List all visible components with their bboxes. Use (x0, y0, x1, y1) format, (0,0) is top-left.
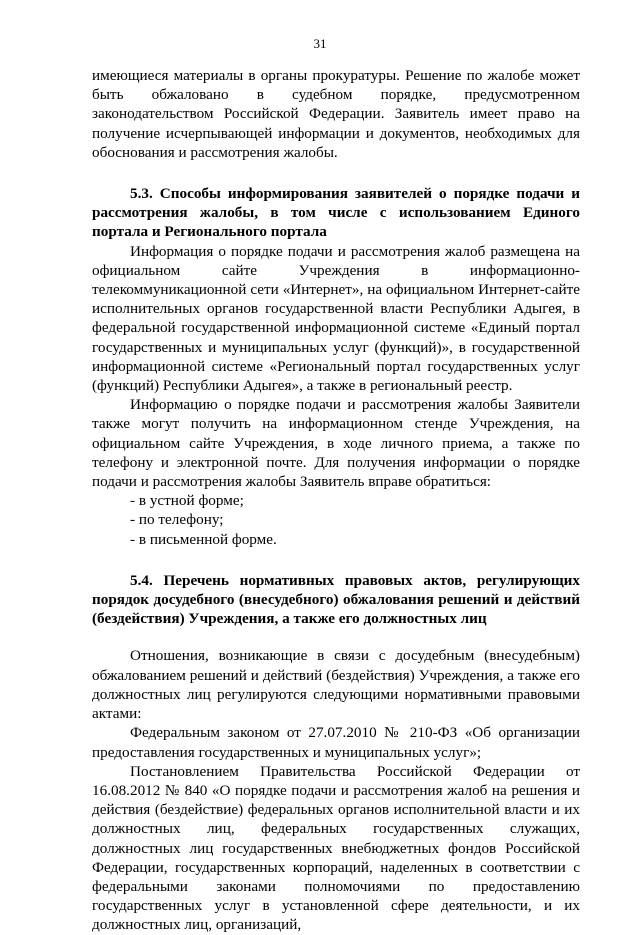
section-5-3-paragraph-2: Информацию о порядке подачи и рассмотрения жалобы Заявители также могут получить на информационном стенде Учреждения, на официальном сайте Учреждения, в ходе личного приема, а также по телефону и электронной почте. Для получения информации о порядке подачи и рассмотрения жалобы Заявитель вправе обратиться: (92, 396, 580, 491)
list-item: - в устной форме; (130, 492, 244, 510)
section-5-4-paragraph-1: Отношения, возникающие в связи с досудебным (внесудебным) обжалованием решений и действий (бездействия) Учреждения, а также его должностных лиц регулируются следующими нормативными правовыми актами: (92, 647, 580, 723)
spacer (92, 162, 580, 184)
section-5-4-heading: 5.4. Перечень нормативных правовых актов, регулирующих порядок досудебного (внесудебного) обжалования решений и действий (бездействия) Учреждения, а также его должностных лиц (92, 571, 580, 628)
section-5-3-paragraph-1: Информация о порядке подачи и рассмотрения жалоб размещена на официальном сайте Учреждения в информационно-телекоммуникационной сети «Интернет», на официальном Интернет-сайте исполнительных органов государственной власти Республики Адыгея, в федеральной государственной информационной системе «Единый портал государственных и муниципальных услуг (функций)», в государственной информационной системе «Региональный портал государственных услуг (функций) Республики Адыгея», а также в региональный реестр. (92, 242, 580, 395)
spacer (92, 549, 580, 571)
page-number: 31 (313, 36, 327, 51)
spacer (92, 628, 580, 646)
document-body (92, 66, 580, 935)
intro-paragraph: имеющиеся материалы в органы прокуратуры. Решение по жалобе может быть обжаловано в судебном порядке, предусмотренном законодательством Российской Федерации. Заявитель имеет право на получение исчерпывающей информации и документов, необходимых для обоснования и рассмотрения жалобы. (92, 67, 580, 161)
section-5-4-paragraph-3: Постановлением Правительства Российской Федерации от 16.08.2012 № 840 «О порядке подачи и рассмотрения жалоб на решения и действия (бездействие) федеральных органов исполнительной власти и их должностных лиц, федеральных государственных служащих, должностных лиц государственных внебюджетных фондов Российской Федерации, государственных корпораций, наделенных в соответствии с федеральными законами полномочиями по предоставлению государственных услуг в установленной сфере деятельности, и их должностных лиц, организаций, (92, 762, 580, 934)
section-5-4-paragraph-2: Федеральным законом от 27.07.2010 № 210-ФЗ «Об организации предоставления государственных и муниципальных услуг»; (92, 724, 580, 761)
list-item: - в письменной форме. (130, 530, 277, 548)
list-item: - по телефону; (130, 511, 224, 529)
section-5-3-heading: 5.3. Способы информирования заявителей о порядке подачи и рассмотрения жалобы, в том числе с использованием Единого портала и Регионального портала (92, 185, 580, 241)
